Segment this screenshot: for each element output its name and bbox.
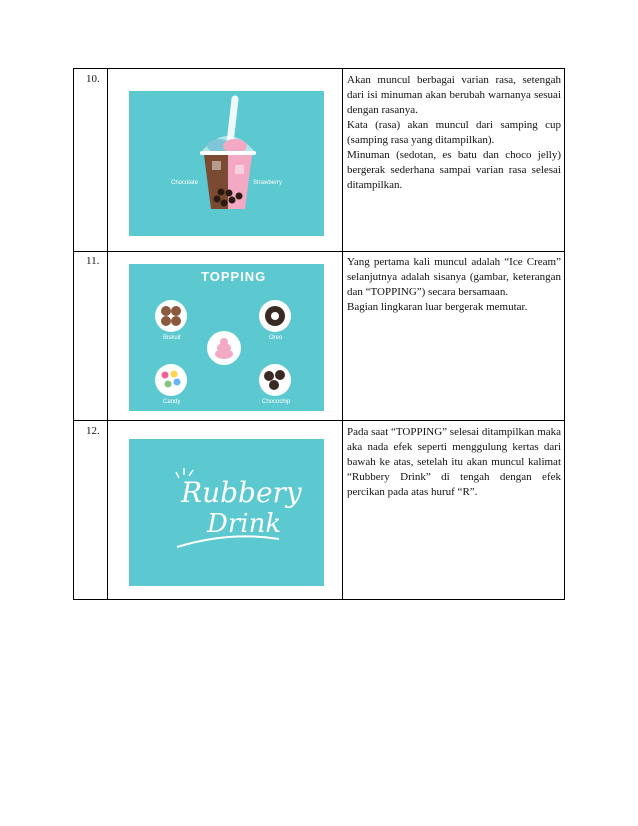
topping-title: TOPPING [201, 269, 267, 284]
column-divider [342, 69, 343, 599]
row-description [347, 255, 561, 315]
topping-illustration [129, 264, 324, 411]
description-paragraph: Akan muncul berbagai varian rasa, setengah dari isi minuman akan berubah warnanya sesuai dengan rasanya. [347, 74, 561, 116]
flavor-label-right: Strawberry [253, 180, 283, 186]
row-divider [74, 251, 564, 252]
storyboard-image-logo [129, 439, 324, 586]
logo-line-1: Rubbery [181, 476, 302, 509]
description-paragraph: Pada saat “TOPPING” selesai ditampilkan maka aka nada efek seperti menggulung kertas dari bawah ke atas, setelah itu akan muncul kalimat “Rubbery Drink” di tengah dengan efek percikan pada atas huruf “R”. [347, 426, 561, 498]
row-divider [74, 420, 564, 421]
topping-label-chocochip: Chocochip [262, 399, 291, 405]
storyboard-image-topping [129, 264, 324, 411]
topping-label-biscuit: Biskuit [163, 335, 181, 341]
bubble-tea-illustration [129, 91, 324, 236]
row-description [347, 73, 561, 193]
storyboard-table [73, 68, 565, 600]
description-paragraph: Bagian lingkaran luar bergerak memutar. [347, 301, 528, 313]
topping-label-oreo: Oreo [269, 335, 283, 341]
row-number: 11. [86, 255, 100, 267]
storyboard-image-flavors [129, 91, 324, 236]
row-description [347, 425, 561, 500]
column-divider [107, 69, 108, 599]
flavor-label-left: Chocolate [171, 180, 199, 186]
topping-label-candy: Candy [163, 399, 181, 405]
row-number: 12. [86, 425, 100, 437]
logo-swash [129, 439, 324, 586]
logo-line-2: Drink [207, 509, 282, 539]
description-paragraph: Minuman (sedotan, es batu dan choco jelly) bergerak sederhana sampai varian rasa selesai ditampilkan. [347, 149, 561, 191]
description-paragraph: Yang pertama kali muncul adalah “Ice Cream” selanjutnya adalah sisanya (gambar, keterangan dan “TOPPING”) secara bersamaan. [347, 256, 561, 298]
row-number: 10. [86, 73, 100, 85]
description-paragraph: Kata (rasa) akan muncul dari samping cup (samping rasa yang ditampilkan). [347, 119, 561, 146]
